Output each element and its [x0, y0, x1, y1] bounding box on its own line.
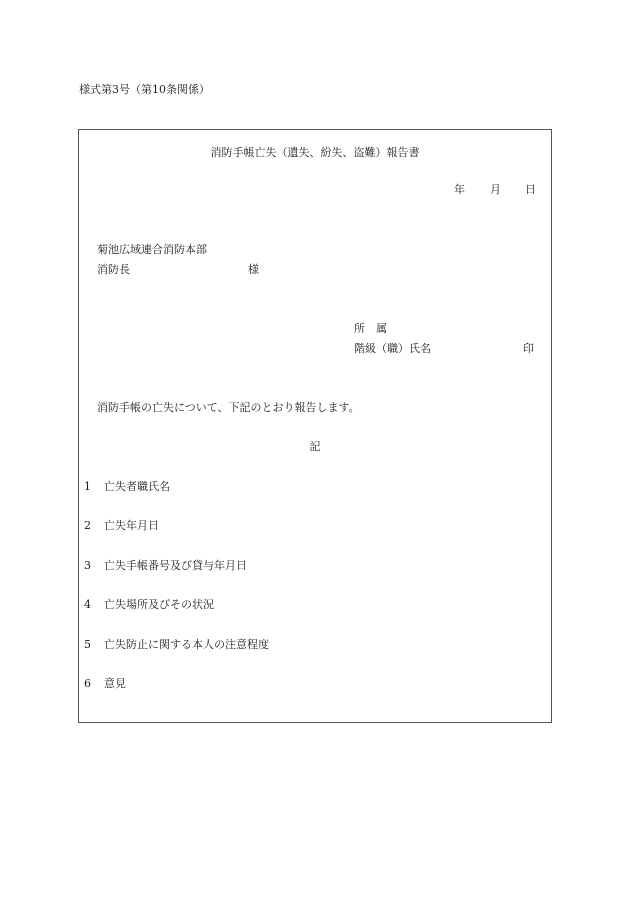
affiliation-label: 所 属 [354, 322, 387, 335]
date-month-label: 月 [490, 183, 501, 196]
recipient-position: 消防長 [97, 263, 130, 276]
item-label: 亡失場所及びその状況 [104, 598, 214, 611]
item-number: 6 [84, 677, 91, 690]
item-number: 1 [84, 480, 91, 493]
item-label: 意見 [104, 677, 126, 690]
item-label: 亡失者職氏名 [104, 480, 170, 493]
item-number: 3 [84, 559, 91, 572]
ki-heading: 記 [309, 440, 321, 453]
recipient-honorific: 様 [248, 263, 259, 276]
item-number: 5 [84, 638, 91, 651]
document-title: 消防手帳亡失（遺失、紛失、盗難）報告書 [210, 146, 420, 159]
item-number: 4 [84, 598, 91, 611]
item-number: 2 [84, 519, 91, 532]
seal-label: 印 [523, 342, 534, 355]
form-number: 様式第3号（第10条関係） [79, 83, 210, 96]
rank-name-label: 階級（職）氏名 [354, 342, 431, 355]
date-year-label: 年 [454, 183, 465, 196]
recipient-org: 菊池広域連合消防本部 [97, 243, 207, 256]
date-day-label: 日 [525, 183, 536, 196]
item-label: 亡失手帳番号及び貸与年月日 [104, 559, 247, 572]
statement-text: 消防手帳の亡失について、下記のとおり報告します。 [97, 401, 360, 414]
report-form-frame [78, 129, 552, 723]
item-label: 亡失年月日 [104, 519, 159, 532]
item-label: 亡失防止に関する本人の注意程度 [104, 638, 269, 651]
